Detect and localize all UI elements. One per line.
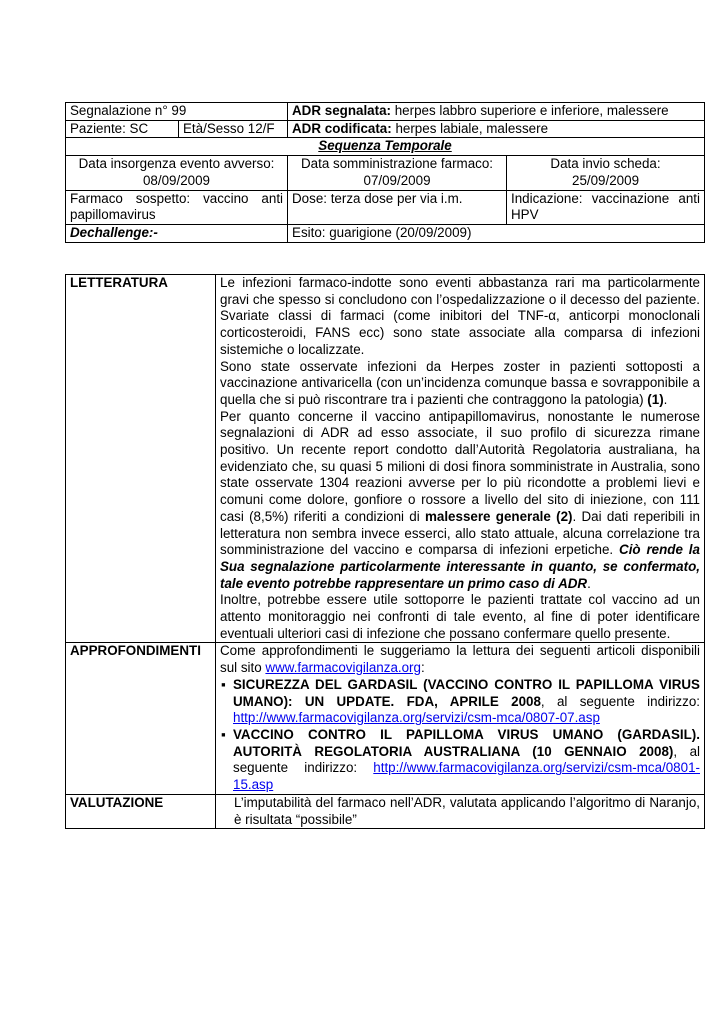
dose: Dose: terza dose per via i.m. (288, 190, 507, 224)
article-item: ▪ VACCINO CONTRO IL PAPILLOMA VIRUS UMANO (GARDASIL). AUTORITÀ REGOLATORIA AUSTRALIANA (10 GENNAIO 2008), al seguente indirizzo: http://www.farmacovigilanza.org/servizi/csm-mca/0801-15.asp (221, 726, 701, 793)
literature-content (216, 275, 705, 643)
bullet-square-icon: ▪ (221, 726, 226, 742)
further-reading-label: APPROFONDIMENTI (66, 643, 216, 794)
adr-coded: ADR codificata: herpes labiale, malessere (288, 120, 705, 138)
further-reading-content (216, 643, 705, 794)
sequence-title: Sequenza Temporale (66, 138, 705, 156)
age-sex: Età/Sesso 12/F (179, 120, 288, 138)
administration-date-cell: Data somministrazione farmaco: 07/09/2009 (288, 156, 507, 190)
article-link[interactable]: http://www.farmacovigilanza.org/servizi/csm-mca/0801-15.asp (233, 760, 700, 793)
article-link[interactable]: http://www.farmacovigilanza.org/servizi/csm-mca/0807-07.asp (233, 710, 600, 726)
form-sent-date-cell: Data invio scheda: 25/09/2009 (507, 156, 705, 190)
literature-label: LETTERATURA (66, 275, 216, 643)
dechallenge: Dechallenge:- (66, 224, 288, 242)
article-item: ▪ SICUREZZA DEL GARDASIL (VACCINO CONTRO IL PAPILLOMA VIRUS UMANO): UN UPDATE. FDA, APRILE 2008, al seguente indirizzo: http://www.farmacovigilanza.org/servizi/csm-mca/0807-07.asp (221, 676, 700, 726)
patient: Paziente: SC (66, 120, 179, 138)
literature-paragraph-3: Per quanto concerne il vaccino antipapillomavirus, nonostante le numerose segnalazioni di ADR ad esso associate, il suo profilo di sicurezza rimane positivo. Un recente report condotto dall’Autorità Regolatoria australiana, ha evidenziato che, su quasi 5 milioni di dosi finora somministrate in Australia, sono state osservate 1304 reazioni avverse per lo più ricondotte a problemi lievi e comuni come dolore, gonfiore o rossore a livello del sito di iniezione, con 111 casi (8,5%) riferiti a condizioni di malessere generale (2). Dai dati reperibili in letteratura non sembra invece esserci, allo stato attuale, alcuna correlazione tra somministrazione del vaccino e comparsa di infezioni erpetiche. Ciò rende la Sua segnalazione particolarmente interessante in quanto, se confermato, tale evento potrebbe rappresentare un primo caso di ADR. (220, 408, 700, 591)
evaluation-text: L’imputabilità del farmaco nell’ADR, valutata applicando l’algoritmo di Naranjo, è risultata “possibile” (216, 794, 705, 828)
article-list (220, 677, 700, 794)
further-reading-intro: Come approfondimenti le suggeriamo la lettura dei seguenti articoli disponibili sul sito www.farmacovigilanza.org: (220, 643, 700, 676)
outcome: Esito: guarigione (20/09/2009) (288, 224, 705, 242)
literature-paragraph-2: Sono state osservate infezioni da Herpes zoster in pazienti sottoposti a vaccinazione antivaricella (con un’incidenza comunque bassa e sovrapponibile a quella che si può riscontrare tra i pazienti che contraggono la patologia) (1). (220, 358, 700, 407)
report-number: Segnalazione n° 99 (66, 103, 288, 121)
literature-paragraph-4: Inoltre, potrebbe essere utile sottoporre le pazienti trattate col vaccino ad un attento monitoraggio nei confronti di tale evento, al fine di poter identificare eventuali ulteriori casi di infezione che possano confermare quello presente. (220, 592, 700, 641)
case-summary-table (65, 102, 705, 243)
site-link[interactable]: www.farmacovigilanza.org (265, 660, 421, 676)
suspected-drug: Farmaco sospetto: vaccino anti papillomavirus (66, 190, 288, 224)
analysis-table (65, 274, 705, 829)
adr-reported: ADR segnalata: herpes labbro superiore e inferiore, malessere (288, 103, 705, 121)
literature-paragraph-1: Le infezioni farmaco-indotte sono eventi abbastanza rari ma particolarmente gravi che spesso si concludono con l’ospedalizzazione o il decesso del paziente. Svariate classi di farmaci (come inibitori del TNF-α, anticorpi monoclonali corticosteroidi, FANS ecc) sono state associate alla comparsa di infezioni sistemiche o localizzate. (220, 275, 700, 357)
bullet-square-icon: ▪ (221, 676, 226, 692)
evaluation-label: VALUTAZIONE (66, 794, 216, 828)
onset-date-cell: Data insorgenza evento avverso: 08/09/2009 (66, 156, 288, 190)
indication: Indicazione: vaccinazione anti HPV (507, 190, 705, 224)
